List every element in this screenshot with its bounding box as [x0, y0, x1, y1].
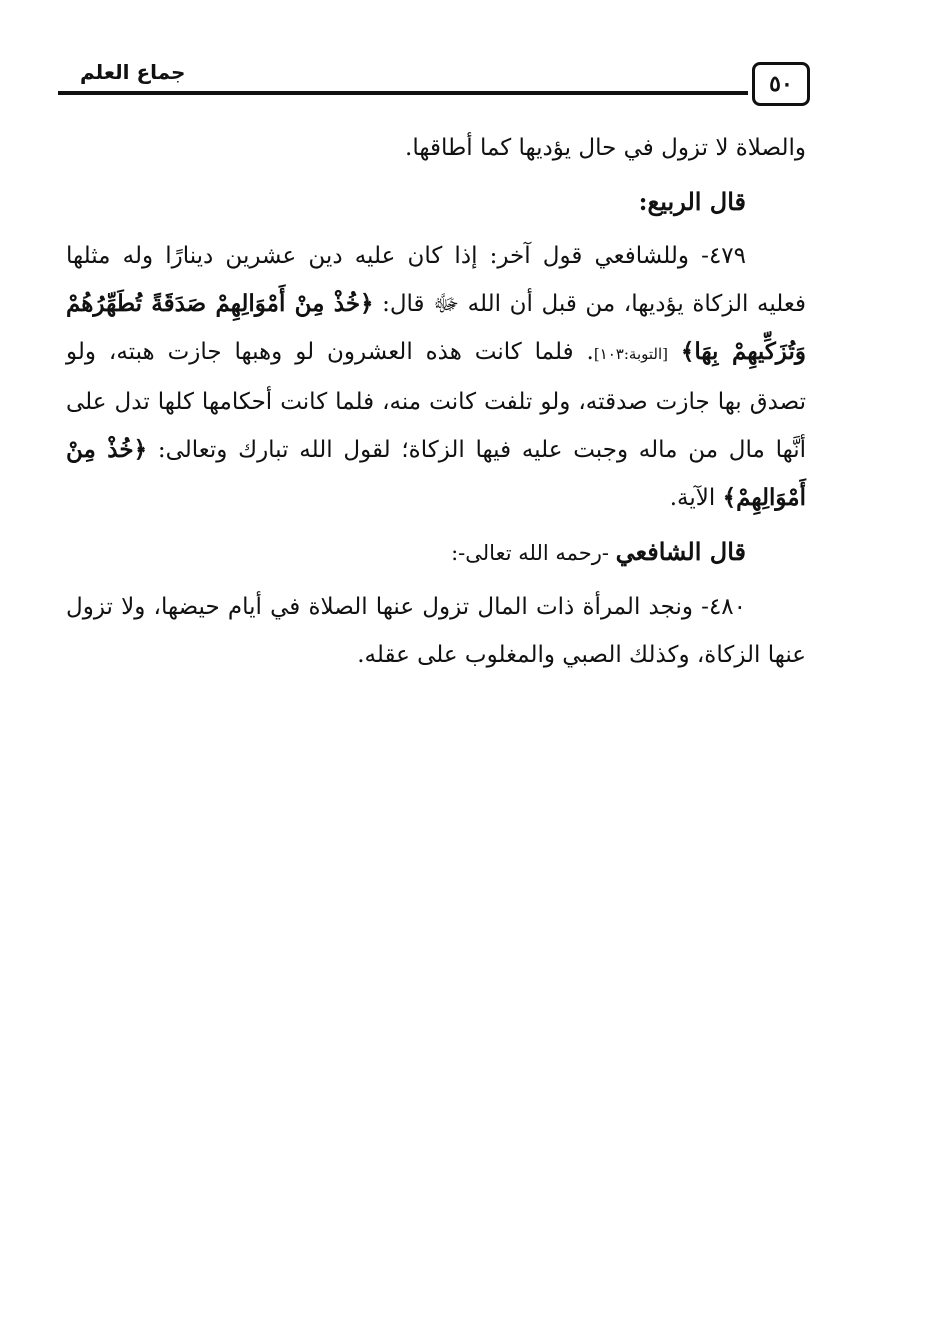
book-title: جماع العلم: [80, 60, 186, 84]
heading-shafii: [66, 528, 806, 577]
page-header: [58, 54, 810, 114]
paragraph-480: ٤٨٠- ونجد المرأة ذات المال تزول عنها الصلاة في أيام حيضها، ولا تزول عنها الزكاة، وكذلك الصبي والمغلوب على عقله.: [66, 594, 806, 668]
paragraph-479: [66, 232, 806, 522]
page-body: [66, 124, 806, 679]
heading-shafii-bold: قال الشافعي: [615, 537, 746, 566]
verse-reference: [التوبة:١٠٣]: [593, 345, 668, 363]
paragraph-479-rest: . فلما كانت هذه العشرون لو وهبها جازت هبته، ولو تصدق بها جازت صدقته، ولو تلفت كانت منه، فلما كانت أحكامها كلها تدل على أنَّها مال من ماله وجبت عليه فيها الزكاة؛ لقول الله تبارك وتعالى:: [66, 339, 807, 463]
paragraph-479-intro: ٤٧٩- وللشافعي قول آخر: إذا كان عليه دين عشرين دينارًا وله مثلها فعليه الزكاة يؤديها، من قبل أن الله ﷻ قال:: [66, 243, 806, 317]
quran-verse-2: ﴿خُذْ مِنْ أَمْوَالِهِمْ﴾: [66, 436, 806, 511]
quran-verse-1: ﴿خُذْ مِنْ أَمْوَالِهِمْ صَدَقَةً تُطَهِّرُهُمْ وَتُزَكِّيهِمْ بِهَا﴾: [66, 290, 807, 365]
heading-shafii-rest: -رحمه الله تعالى-:: [451, 541, 616, 565]
header-rule: [58, 91, 748, 95]
paragraph-479-end: الآية.: [669, 485, 723, 511]
heading-rabi: قال الربيع:: [638, 187, 746, 216]
page-number: ٥٠: [752, 62, 810, 106]
continuation-line: والصلاة لا تزول في حال يؤديها كما أطاقها.: [405, 135, 806, 161]
